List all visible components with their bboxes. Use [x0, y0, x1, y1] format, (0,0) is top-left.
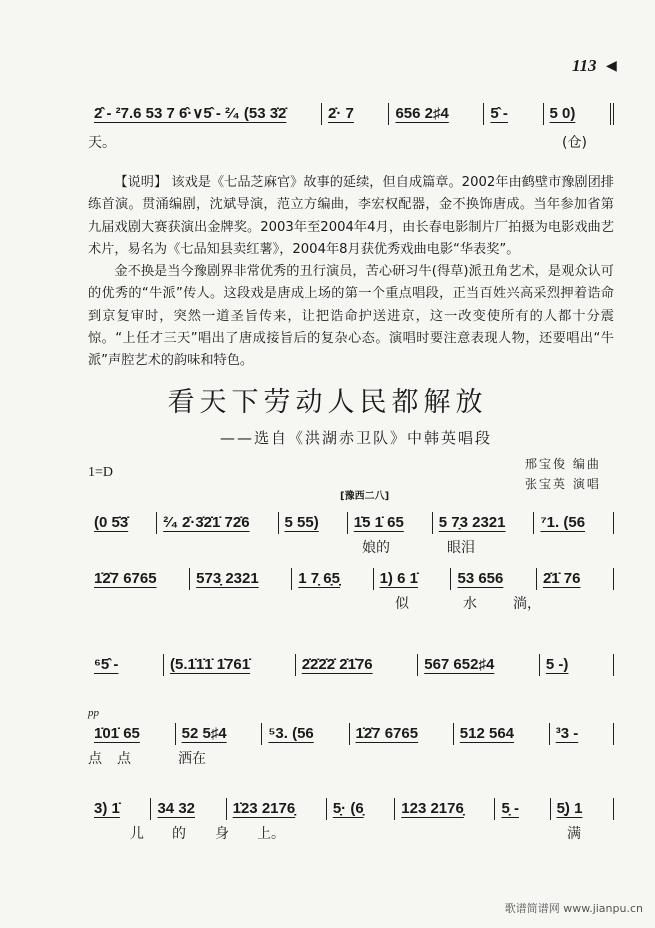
explanation-paragraph-2: 金不换是当今豫剧界非常优秀的丑行演员，苦心研习牛(得草)派丑角艺术，是观众认可的优秀的“牛派”传人。这段戏是唐成上场的第一个重点唱段，正当百姓兴高采烈押着诰命到京复审时，突然一道圣旨传来，让把诰命护送进京，这一改变使所有的人都十分震惊。“上任才三天”唱出了唐成接旨后的复杂心态。演唱时要注意表现人物，还要唱出“牛派”声腔艺术的韵味和特色。	[88, 264, 614, 369]
lyric: 洒在	[178, 751, 206, 767]
page-number: 113	[572, 56, 597, 75]
measure: 2̇1̇ 76	[537, 568, 614, 590]
measure: ⁵3. (56	[262, 723, 349, 745]
measure: 3) 1̇	[88, 798, 151, 820]
music-line	[88, 103, 614, 125]
measure: 5 -)	[540, 654, 614, 676]
measure: 5̣ -	[495, 798, 550, 820]
measure: 567 652♯4	[418, 654, 540, 676]
singer-credit: 张宝英 演唱	[525, 477, 601, 491]
lyric: 身	[215, 826, 229, 842]
measure: 1̇5 1̇ 65	[348, 512, 433, 534]
music-line	[88, 798, 614, 820]
key-signature: 1=D	[88, 465, 114, 480]
measure: (0 5̇3̇	[88, 512, 157, 534]
watermark: 歌谱简谱网 www.jianpu.cn	[504, 902, 643, 915]
lyric: 天。	[88, 135, 116, 151]
explanation-paragraph-1: 【说明】 该戏是《七品芝麻官》故事的延续，但自成篇章。2002年由鹤壁市豫剧团排练首演。贯涌编剧，沈斌导演，范立方编曲，李宏权配器，金不换饰唐成。当年参加省第九届戏剧大赛获演出金牌奖。2003年至2004年4月，由长春电影制片厂拍摄为电影戏曲艺术片，易名为《七品知县卖红薯》，2004年8月获优秀戏曲电影“华表奖”。	[88, 175, 614, 257]
music-line	[88, 723, 614, 745]
measure: ²⁄₄ 2̇·3̇2̇1̇ 72̇6	[157, 512, 278, 534]
lyric: 娘的	[362, 540, 390, 556]
measure: ³3 -	[550, 723, 614, 745]
measure: 5̣· (6̣	[327, 798, 395, 820]
measure: 123 2176̣	[395, 798, 495, 820]
measure: 2̇· 7	[322, 103, 389, 125]
measure: 573̣ 2321	[190, 568, 292, 590]
measure: (5.1̇1̇1̇ 1̇761̇	[164, 654, 296, 676]
explanation-text	[88, 172, 614, 373]
lyric: 眼泪	[447, 540, 475, 556]
music-line	[88, 512, 614, 534]
measure: 1̇2̇7 6765	[350, 723, 454, 745]
measure: 1) 6 1̇	[374, 568, 452, 590]
measure: 2̂ - ²7.6 53 7 6̂·∨5̂ - ²⁄₄ (53 3̇2̇	[88, 103, 322, 125]
lyric: 点	[117, 751, 131, 767]
song-title: 看天下劳动人民都解放	[167, 387, 488, 418]
measure: 5 7̣3 2321	[433, 512, 535, 534]
measure: 52 5♯4	[176, 723, 263, 745]
measure: 1̇01̇ 65	[88, 723, 176, 745]
lyric: 水	[463, 596, 477, 612]
measure: 1 7̣ 6̣5̣	[292, 568, 373, 590]
lyric: 上。	[257, 826, 285, 842]
lyric: 满	[567, 826, 581, 842]
measure: 1̇2̇7 6765	[88, 568, 190, 590]
measure: 5̣) 1	[551, 798, 614, 820]
page-corner-mark-icon: ◀	[606, 58, 617, 74]
song-subtitle: ——选自《洪湖赤卫队》中韩英唱段	[220, 429, 493, 447]
composer-credit: 邢宝俊 编曲	[525, 457, 601, 471]
measure: 5̂ -	[484, 103, 543, 125]
lyric: 点	[88, 751, 102, 767]
music-line	[88, 654, 614, 676]
music-line	[88, 568, 614, 590]
measure: 1̇23 2176̣	[227, 798, 327, 820]
measure: 656 2♯4	[389, 103, 484, 125]
measure: 34 32	[151, 798, 226, 820]
lyric: 的	[172, 826, 186, 842]
dynamic-marking: pp	[88, 707, 99, 719]
measure: 5 55)	[279, 512, 348, 534]
lyric: 似	[395, 596, 409, 612]
measure: 512 564	[454, 723, 550, 745]
lyric: 淌，	[513, 596, 541, 612]
lyric: 儿	[130, 826, 144, 842]
measure: 2̇2̇2̇2̇ 2̇1̇76	[296, 654, 419, 676]
tune-tag: [豫西二八]	[340, 491, 390, 502]
measure: ⁶5̂ -	[88, 654, 164, 676]
measure: 5 0)	[544, 103, 614, 125]
measure: 53 656	[451, 568, 536, 590]
lyric: (仓)	[562, 135, 587, 151]
measure: ⁷1. (56	[534, 512, 614, 534]
